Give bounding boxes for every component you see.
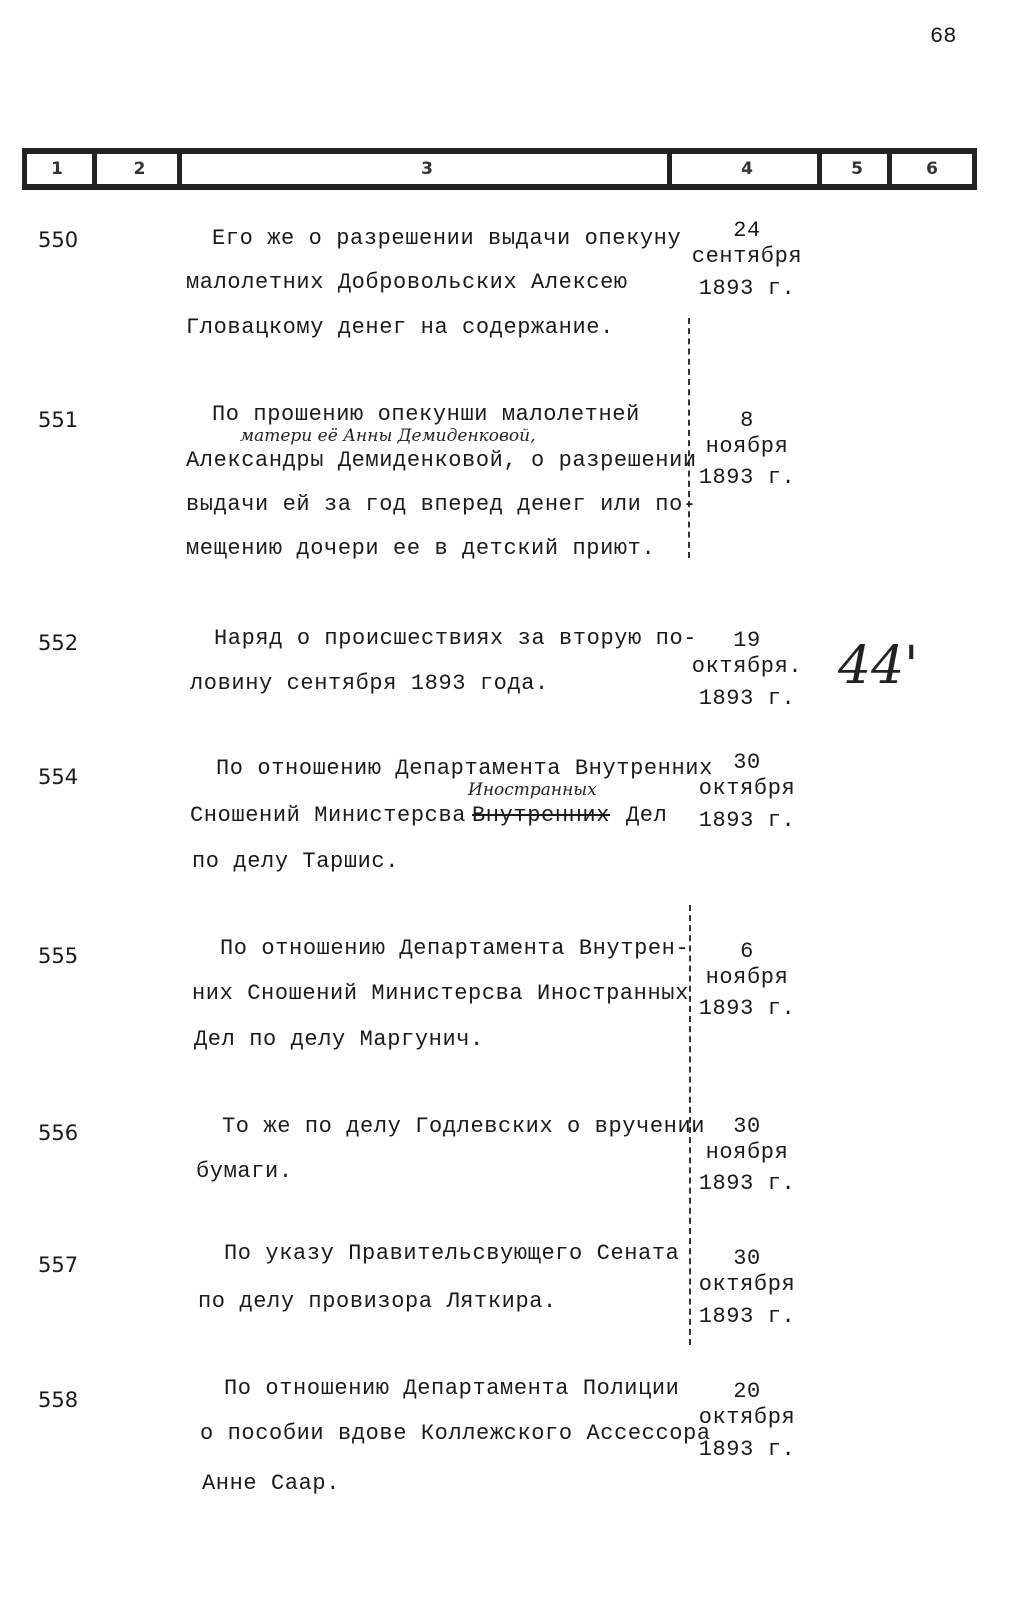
entry-number: 555 bbox=[38, 944, 79, 968]
entry-date-line: 8 bbox=[740, 408, 754, 433]
entry-text-line: Дел по делу Маргунич. bbox=[194, 1027, 484, 1052]
entry-text-line: о пособии вдове Коллежского Ассессора bbox=[200, 1421, 711, 1446]
entry-date-line: 30 bbox=[733, 750, 761, 775]
entry-text-line: По прошению опекунши малолетней bbox=[212, 402, 640, 427]
entry-text-line: По отношению Департамента Внутренних bbox=[216, 756, 713, 781]
entry-date-line: 1893 г. bbox=[698, 808, 796, 833]
column-header-1: 1 bbox=[51, 159, 63, 179]
handwritten-insert: Иностранных bbox=[468, 780, 597, 800]
entry-text-line: Дел bbox=[626, 803, 668, 828]
entry-date-line: 6 bbox=[740, 939, 754, 964]
entry-text-line: мещению дочери ее в детский приют. bbox=[186, 536, 656, 561]
entry-text-line: То же по делу Годлевских о вручении bbox=[222, 1114, 706, 1139]
column-header-bar bbox=[22, 148, 977, 190]
entry-text-line: выдачи ей за год вперед денег или по- bbox=[186, 492, 697, 517]
struck-word: Внутренних bbox=[472, 803, 611, 828]
entry-text-line: Гловацкому денег на содержание. bbox=[186, 315, 614, 340]
entry-date-line: 1893 г. bbox=[698, 465, 796, 490]
column-header-2: 2 bbox=[92, 154, 182, 184]
entry-text-line: по делу Таршис. bbox=[192, 849, 400, 874]
entry-text-line: Сношений Министерсва bbox=[190, 803, 467, 828]
entry-date-line: 20 bbox=[733, 1379, 761, 1404]
entry-number: 556 bbox=[38, 1121, 79, 1145]
entry-text-line: бумаги. bbox=[196, 1159, 293, 1184]
entry-date-line: 1893 г. bbox=[698, 276, 796, 301]
entry-date-line: 1893 г. bbox=[698, 1437, 796, 1462]
entry-date-line: ноября bbox=[705, 434, 789, 459]
column-header-5: 5 bbox=[817, 154, 892, 184]
entry-text-line: по делу провизора Ляткира. bbox=[198, 1289, 557, 1314]
entry-date-line: октября bbox=[698, 1272, 796, 1297]
entry-date-line: 24 bbox=[733, 218, 761, 243]
entry-date-line: сентября bbox=[691, 244, 803, 269]
entry-text-line: ловину сентября 1893 года. bbox=[190, 671, 549, 696]
entry-text-line: Наряд о происшествиях за вторую по- bbox=[214, 626, 698, 651]
entry-text-line: Александры Демиденковой, о разрешении bbox=[186, 448, 697, 473]
column-header-4: 4 bbox=[667, 154, 822, 184]
column-header-3: 3 bbox=[177, 154, 672, 184]
entry-date-line: ноября bbox=[705, 1140, 789, 1165]
entry-text-line: Его же о разрешении выдачи опекуну bbox=[212, 226, 682, 251]
entry-text-line: них Сношений Министерсва Иностранных bbox=[192, 981, 689, 1006]
column-header-6: 6 bbox=[887, 154, 972, 184]
entry-date-line: 30 bbox=[733, 1246, 761, 1271]
handwritten-insert: матери её Анны Демиденковой, bbox=[240, 426, 536, 446]
entry-number: 558 bbox=[38, 1388, 79, 1412]
entry-date-line: 1893 г. bbox=[698, 1304, 796, 1329]
entry-date-line: 1893 г. bbox=[698, 686, 796, 711]
entry-date-line: 30 bbox=[733, 1114, 761, 1139]
page-number: 68 bbox=[930, 24, 957, 49]
entry-number: 554 bbox=[38, 765, 79, 789]
entry-date-line: 1893 г. bbox=[698, 996, 796, 1021]
entry-text-line: Анне Саар. bbox=[202, 1471, 341, 1496]
margin-note: 44' bbox=[838, 636, 919, 696]
entry-date-line: ноября bbox=[705, 965, 789, 990]
entry-number: 551 bbox=[38, 408, 79, 432]
entry-date-line: октября. bbox=[691, 654, 803, 679]
entry-date-line: октября bbox=[698, 776, 796, 801]
entry-text-line: По указу Правительсвующего Сената bbox=[224, 1241, 680, 1266]
entry-text-line: По отношению Департамента Внутрен- bbox=[220, 936, 690, 961]
entry-text-line: По отношению Департамента Полиции bbox=[224, 1376, 680, 1401]
entry-number: 557 bbox=[38, 1253, 79, 1277]
entry-number: 552 bbox=[38, 631, 79, 655]
entry-number: 550 bbox=[38, 228, 79, 252]
entry-date-line: 1893 г. bbox=[698, 1171, 796, 1196]
entry-date-line: октября bbox=[698, 1405, 796, 1430]
entry-date-line: 19 bbox=[733, 628, 761, 653]
entry-text-line: малолетних Добровольских Алексею bbox=[186, 270, 628, 295]
